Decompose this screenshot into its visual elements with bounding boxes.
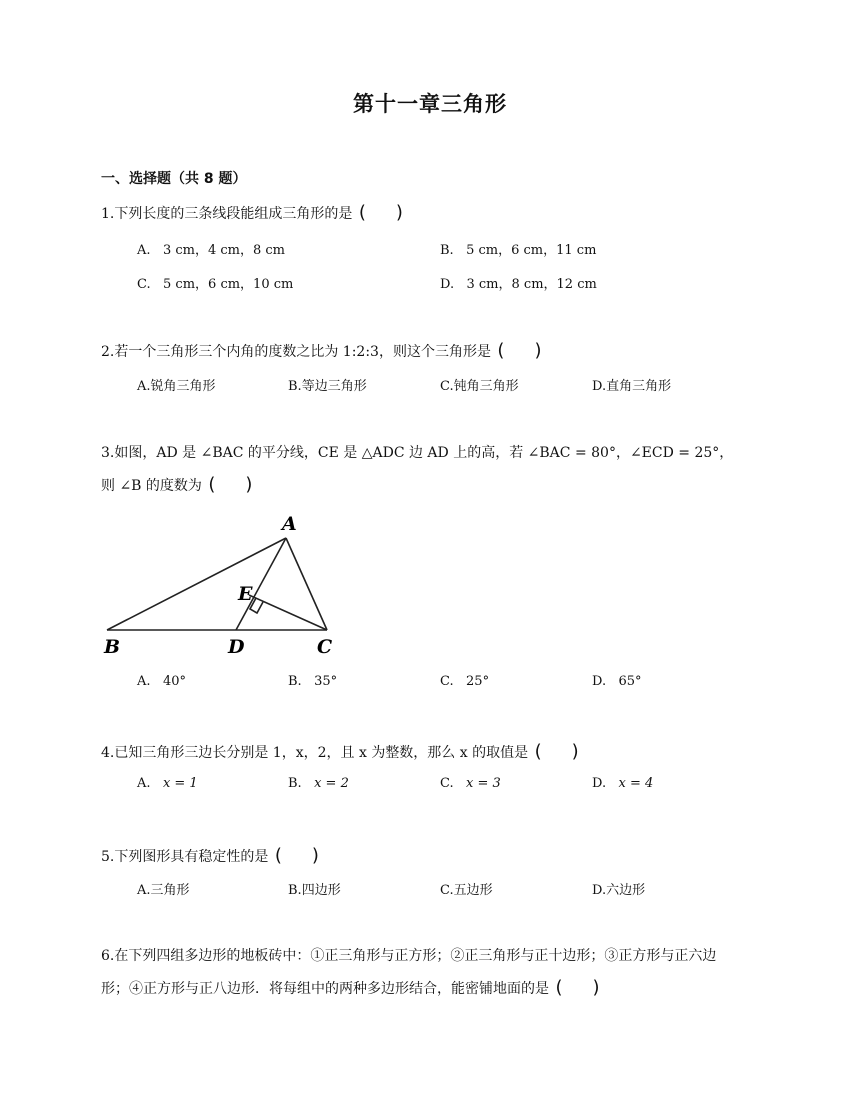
section-heading: 一、选择题（共 8 题） — [101, 171, 247, 187]
q1-option-b[interactable]: B. 5 cm，6 cm，11 cm — [440, 243, 597, 258]
answer-paren-open: ( — [358, 202, 366, 223]
label-a: A — [282, 513, 297, 535]
answer-paren-close: ) — [571, 741, 579, 762]
question-stem-line-1: 6.在下列四组多边形的地板砖中：①正三角形与正方形；②正三角形与正十边形；③正方形与正六边 — [101, 948, 717, 964]
q1-option-a[interactable]: A. 3 cm，4 cm，8 cm — [137, 243, 285, 258]
question-stem: 4.已知三角形三边长分别是 1，x，2，且 x 为整数，那么 x 的取值是 — [101, 745, 529, 761]
q4-option-c[interactable]: C. x = 3 — [440, 776, 501, 791]
q3-option-b[interactable]: B. 35° — [288, 674, 338, 689]
answer-paren-open: ( — [534, 741, 542, 762]
answer-paren-close: ) — [395, 202, 403, 223]
answer-paren-open: ( — [208, 474, 216, 495]
question-4 — [101, 741, 581, 762]
segment-ac — [286, 538, 327, 630]
question-1 — [101, 202, 405, 223]
q1-option-d[interactable]: D. 3 cm，8 cm，12 cm — [440, 277, 597, 292]
q5-option-d[interactable]: D.六边形 — [592, 883, 646, 898]
answer-paren-open: ( — [555, 977, 563, 998]
q2-option-a[interactable]: A.锐角三角形 — [137, 379, 216, 394]
q3-option-a[interactable]: A. 40° — [137, 674, 186, 689]
answer-paren-open: ( — [274, 845, 282, 866]
question-6 — [101, 941, 781, 1005]
question-stem: 1.下列长度的三条线段能组成三角形的是 — [101, 206, 353, 222]
q5-option-b[interactable]: B.四边形 — [288, 883, 341, 898]
answer-paren-close: ) — [311, 845, 319, 866]
q4-option-a[interactable]: A. x = 1 — [137, 776, 198, 791]
q2-option-c[interactable]: C.钝角三角形 — [440, 379, 519, 394]
label-d: D — [228, 636, 245, 658]
q5-option-c[interactable]: C.五边形 — [440, 883, 493, 898]
answer-paren-close: ) — [245, 474, 253, 495]
answer-paren-close: ) — [534, 340, 542, 361]
q4-option-b[interactable]: B. x = 2 — [288, 776, 349, 791]
q1-option-c[interactable]: C. 5 cm，6 cm，10 cm — [137, 277, 294, 292]
label-c: C — [317, 636, 333, 658]
q3-option-d[interactable]: D. 65° — [592, 674, 642, 689]
segment-ce — [249, 595, 327, 630]
q4-option-d[interactable]: D. x = 4 — [592, 776, 654, 791]
question-stem: 2.若一个三角形三个内角的度数之比为 1:2:3，则这个三角形是 — [101, 344, 491, 360]
answer-paren-close: ) — [592, 977, 600, 998]
answer-paren-open: ( — [497, 340, 505, 361]
q2-option-d[interactable]: D.直角三角形 — [592, 379, 672, 394]
segment-ab — [107, 538, 286, 630]
question-stem: 5.下列图形具有稳定性的是 — [101, 849, 269, 865]
question-stem-line-2: 则 ∠B 的度数为 — [101, 478, 202, 494]
label-e: E — [238, 583, 253, 605]
page-title: 第十一章三角形 — [353, 92, 507, 116]
question-5 — [101, 845, 321, 866]
q3-option-c[interactable]: C. 25° — [440, 674, 490, 689]
question-stem-line-2: 形；④正方形与正八边形．将每组中的两种多边形结合，能密铺地面的是 — [101, 981, 549, 997]
question-stem-line-1: 3.如图，AD 是 ∠BAC 的平分线，CE 是 △ADC 边 AD 上的高，若 ∠BAC = 80°，∠ECD = 25°， — [101, 445, 734, 461]
label-b: B — [104, 636, 121, 658]
q2-option-b[interactable]: B.等边三角形 — [288, 379, 367, 394]
q5-option-a[interactable]: A.三角形 — [137, 883, 190, 898]
question-3 — [101, 438, 781, 502]
question-2 — [101, 340, 543, 361]
triangle-figure — [95, 508, 345, 660]
